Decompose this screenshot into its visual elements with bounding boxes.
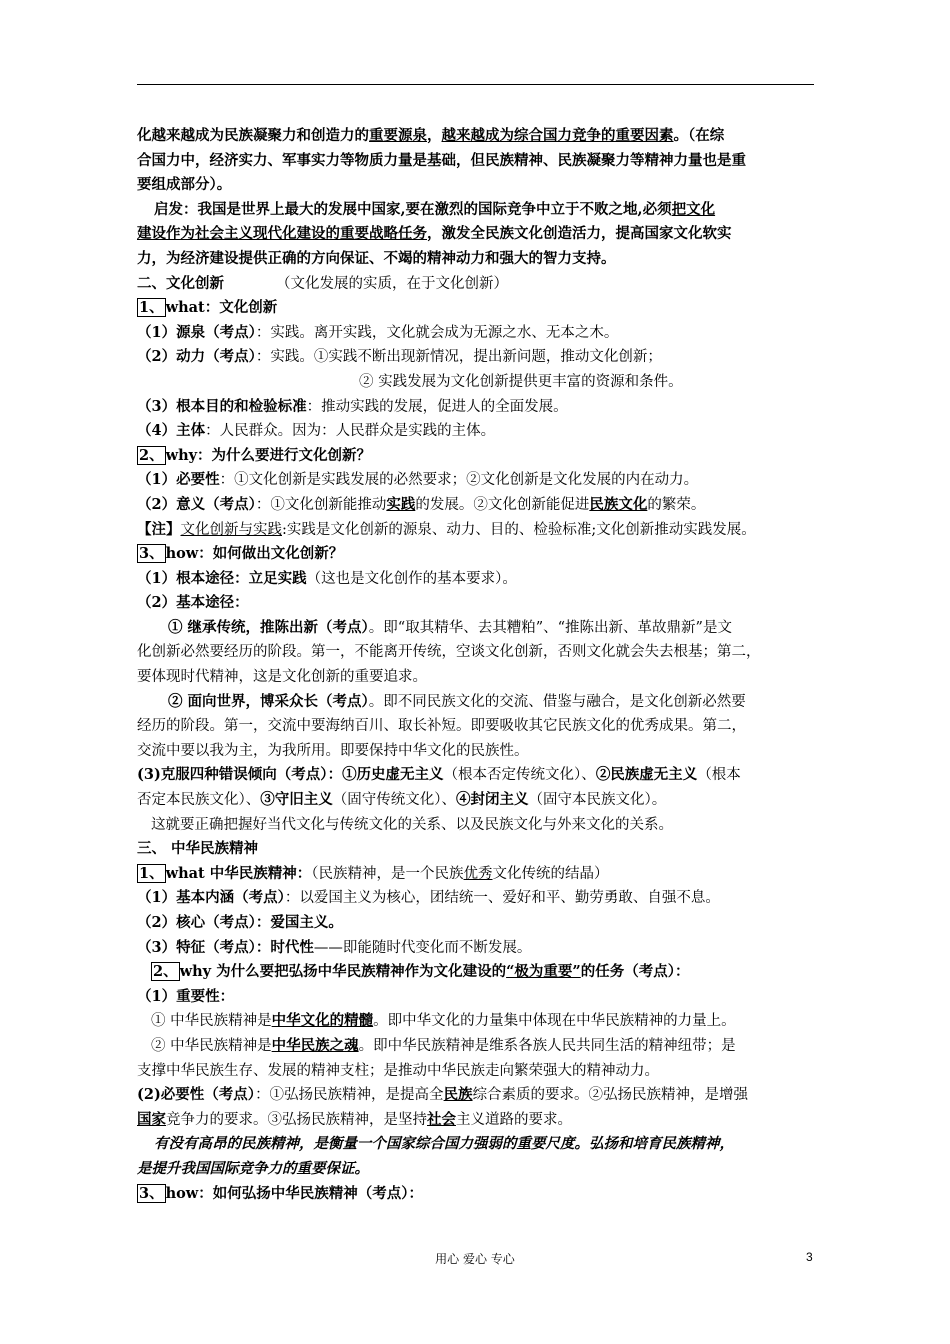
subsection-heading: 1、 what 中华民族精神：（民族精神，是一个民族优秀文化传统的结晶） bbox=[139, 864, 609, 882]
header-rule bbox=[137, 84, 814, 85]
subsection-heading: 3、 how：如何做出文化创新？ bbox=[139, 545, 344, 563]
list-item: （1）根本途径：立足实践（这也是文化创作的基本要求）。 bbox=[137, 569, 517, 587]
subsection-heading: 2、 why：为什么要进行文化创新？ bbox=[139, 446, 372, 464]
list-item: （2）核心（考点）：爱国主义。 bbox=[137, 914, 343, 931]
list-item: ① 继承传统，推陈出新（考点）。即“取其精华、去其糟粕”、“推陈出新、革故鼎新”是文 bbox=[168, 618, 732, 636]
list-item: (3)克服四种错误倾向（考点）：①历史虚无主义（根本否定传统文化）、②民族虚无主义（根本 bbox=[137, 766, 741, 784]
list-item: （3）特征（考点）：时代性——即能随时代变化而不断发展。 bbox=[137, 938, 532, 956]
list-item: ② 中华民族精神是中华民族之魂。即中华民族精神是维系各族人民共同生活的精神纽带；是 bbox=[151, 1036, 736, 1054]
para-line: 否定本民族文化）、③守旧主义（固守传统文化）、④封闭主义（固守本民族文化）。 bbox=[137, 791, 667, 809]
para-line: 启发：我国是世界上最大的发展中国家,要在激烈的国际竞争中立于不败之地,必须把文化 bbox=[154, 200, 716, 218]
para-line: 建设作为社会主义现代化建设的重要战略任务，激发全民族文化创造活力，提高国家文化软实 bbox=[137, 225, 732, 243]
list-item: ① 中华民族精神是中华文化的精髓。即中华文化的力量集中体现在中华民族精神的力量上。 bbox=[151, 1012, 736, 1030]
list-item: (2)必要性（考点）：①弘扬民族精神，是提高全民族综合素质的要求。②弘扬民族精神，是增强 bbox=[137, 1086, 749, 1104]
note-line: 【注】文化创新与实践:实践是文化创新的源泉、动力、目的、检验标准;文化创新推动实践发展。 bbox=[137, 520, 756, 538]
para-line: 交流中要以我为主，为我所用。即要保持中华文化的民族性。 bbox=[137, 742, 529, 759]
subsection-heading: 3、 how：如何弘扬中华民族精神（考点）： bbox=[139, 1184, 424, 1202]
list-item: （1）重要性： bbox=[137, 987, 235, 1005]
list-item: ② 实践发展为文化创新提供更丰富的资源和条件。 bbox=[359, 373, 683, 390]
para-line: 国家竞争力的要求。③弘扬民族精神，是坚持社会主义道路的要求。 bbox=[137, 1110, 572, 1128]
para-line: 要组成部分）。 bbox=[137, 176, 232, 194]
page-footer: 用心 爱心 专心 bbox=[435, 1252, 515, 1266]
list-item: （2）意义（考点）：①文化创新能推动实践的发展。②文化创新能促进民族文化的繁荣。 bbox=[137, 495, 706, 513]
list-item: （1）源泉（考点）：实践。离开实践，文化就会成为无源之水、无本之木。 bbox=[137, 323, 619, 341]
subsection-heading: 1、 what：文化创新 bbox=[139, 299, 278, 317]
para-line: 合国力中，经济实力、军事实力等物质力量是基础，但民族精神、民族凝聚力等精神力量也是重 bbox=[137, 151, 746, 169]
para-line: 支撑中华民族生存、发展的精神支柱；是推动中华民族走向繁荣强大的精神动力。 bbox=[137, 1062, 659, 1079]
list-item: （1）必要性：①文化创新是实践发展的必然要求；②文化创新是文化发展的内在动力。 bbox=[137, 471, 699, 489]
subsection-heading: 2、 why 为什么要把弘扬中华民族精神作为文化建设的“极为重要”的任务（考点）： bbox=[153, 963, 690, 981]
section-heading: 三、 中华民族精神 bbox=[137, 840, 259, 858]
section-heading: 二、文化创新 （文化发展的实质，在于文化创新） bbox=[137, 274, 508, 292]
para-line: 化越来越成为民族凝聚力和创造力的重要源泉，越来越成为综合国力竞争的重要因素。（在综 bbox=[137, 127, 725, 144]
para-line: 经历的阶段。第一，交流中要海纳百川、取长补短。即要吸收其它民族文化的优秀成果。第二， bbox=[137, 718, 746, 735]
para-line: 力，为经济建设提供正确的方向保证、不竭的精神动力和强大的智力支持。 bbox=[137, 249, 616, 267]
emphasis-line: 有没有高昂的民族精神，是衡量一个国家综合国力强弱的重要尺度。弘扬和培育民族精神， bbox=[154, 1135, 734, 1153]
para-line: 化创新必然要经历的阶段。第一，不能离开传统，空谈文化创新，否则文化就会失去根基；第二， bbox=[137, 644, 761, 661]
list-item: （3）根本目的和检验标准：推动实践的发展，促进人的全面发展。 bbox=[137, 397, 568, 415]
list-item: （2）动力（考点）：实践。①实践不断出现新情况，提出新问题，推动文化创新； bbox=[137, 348, 662, 366]
list-item: （4）主体：人民群众。因为：人民群众是实践的主体。 bbox=[137, 422, 496, 440]
emphasis-line: 是提升我国国际竞争力的重要保证。 bbox=[137, 1159, 369, 1177]
document-body bbox=[137, 124, 817, 1206]
para-line: 要体现时代精神，这是文化创新的重要追求。 bbox=[137, 669, 427, 686]
para-line: 这就要正确把握好当代文化与传统文化的关系、以及民族文化与外来文化的关系。 bbox=[151, 816, 673, 833]
list-item: （2）基本途径： bbox=[137, 594, 249, 612]
page-number: 3 bbox=[806, 1250, 813, 1264]
list-item: （1）基本内涵（考点）：以爱国主义为核心，团结统一、爱好和平、勤劳勇敢、自强不息。 bbox=[137, 889, 720, 907]
list-item: ② 面向世界，博采众长（考点）。即不同民族文化的交流、借鉴与融合，是文化创新必然要 bbox=[168, 692, 746, 710]
